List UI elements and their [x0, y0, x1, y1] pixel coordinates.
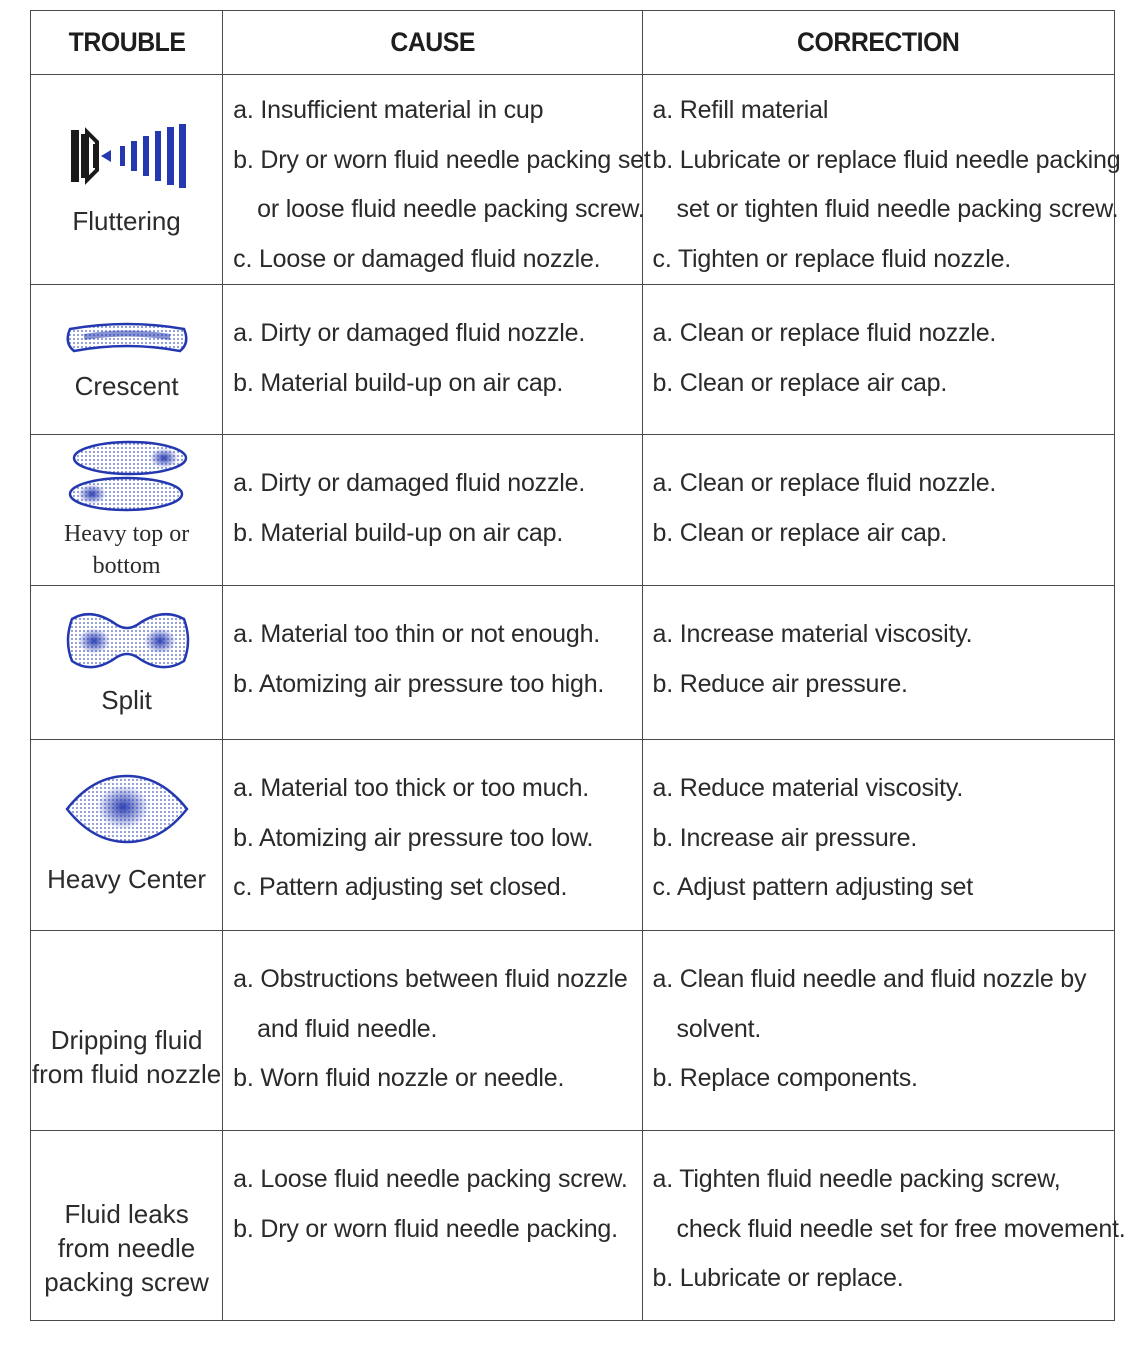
- correction-cell: [642, 740, 1114, 931]
- correction-line: set or tighten fluid needle packing screw.: [676, 195, 1119, 223]
- correction-cell: [642, 586, 1114, 740]
- cause-line: b. Worn fluid nozzle or needle.: [233, 1064, 565, 1092]
- correction-line: b. Lubricate or replace fluid needle packing: [652, 145, 1121, 174]
- trouble-label: Heavy top or: [63, 521, 190, 547]
- cause-line: a. Dirty or damaged fluid nozzle.: [233, 469, 586, 497]
- cause-line: b. Material build-up on air cap.: [233, 518, 564, 547]
- correction-cell: [642, 1131, 1126, 1321]
- cause-line: b. Atomizing air pressure too low.: [233, 823, 594, 852]
- trouble-label: Heavy Center: [47, 864, 207, 894]
- correction-line: a. Refill material: [652, 96, 829, 124]
- table-row: [31, 586, 1115, 740]
- trouble-cell: [31, 435, 223, 586]
- troubleshooting-table: [30, 10, 1126, 1321]
- correction-line: b. Increase air pressure.: [652, 823, 918, 852]
- correction-line: c. Adjust pattern adjusting set: [652, 873, 973, 901]
- cause-cell: [223, 740, 642, 931]
- correction-line: b. Replace components.: [652, 1064, 918, 1092]
- cause-line: or loose fluid needle packing screw.: [257, 195, 645, 223]
- header-cause: CAUSE: [239, 11, 625, 75]
- cause-line: b. Atomizing air pressure too high.: [233, 669, 605, 698]
- correction-line: check fluid needle set for free movement.: [676, 1214, 1126, 1243]
- correction-line: b. Lubricate or replace.: [652, 1264, 904, 1292]
- table-header-row: [31, 11, 1115, 75]
- correction-cell: [642, 435, 1114, 586]
- table-row: [31, 931, 1115, 1131]
- cause-cell: [223, 586, 642, 740]
- table-row: [31, 435, 1115, 586]
- trouble-cell: [31, 1131, 223, 1321]
- table-row: [31, 75, 1115, 285]
- cause-line: a. Insufficient material in cup: [233, 96, 544, 124]
- trouble-cell: [31, 75, 223, 285]
- correction-line: a. Clean or replace fluid nozzle.: [652, 469, 997, 497]
- correction-line: a. Clean or replace fluid nozzle.: [652, 319, 997, 347]
- correction-cell: [642, 931, 1114, 1131]
- trouble-label: Crescent: [74, 370, 179, 401]
- trouble-label: from fluid nozzle: [31, 1058, 222, 1089]
- correction-cell: [642, 285, 1114, 435]
- trouble-label: packing screw: [44, 1267, 209, 1297]
- cause-line: c. Loose or damaged fluid nozzle.: [233, 244, 601, 273]
- correction-line: b. Clean or replace air cap.: [652, 368, 948, 397]
- heavy-top-bottom-pattern-icon: [64, 438, 190, 516]
- cause-line: and fluid needle.: [257, 1014, 438, 1043]
- cause-line: c. Pattern adjusting set closed.: [233, 873, 568, 901]
- cause-line: b. Dry or worn fluid needle packing.: [233, 1214, 618, 1243]
- table-row: [31, 1131, 1115, 1321]
- correction-line: solvent.: [676, 1014, 762, 1043]
- correction-line: b. Reduce air pressure.: [652, 669, 908, 698]
- correction-line: c. Tighten or replace fluid nozzle.: [652, 244, 1012, 273]
- table-row: [31, 285, 1115, 435]
- cause-cell: [223, 285, 642, 435]
- cause-line: a. Material too thick or too much.: [233, 774, 590, 802]
- cause-cell: [223, 1131, 642, 1321]
- trouble-label: bottom: [92, 553, 161, 579]
- cause-cell: [223, 75, 651, 285]
- split-pattern-icon: [62, 609, 192, 673]
- trouble-label: Fluttering: [72, 205, 181, 236]
- cause-cell: [223, 931, 642, 1131]
- trouble-label: Dripping fluid: [50, 1024, 203, 1055]
- trouble-label: Fluid leaks: [64, 1199, 189, 1229]
- trouble-cell: [31, 285, 223, 435]
- cause-line: a. Obstructions between fluid nozzle: [233, 965, 628, 993]
- cause-line: a. Loose fluid needle packing screw.: [233, 1165, 628, 1193]
- cause-line: b. Dry or worn fluid needle packing set: [233, 145, 651, 174]
- fluttering-spray-icon: [65, 122, 189, 192]
- heavy-center-pattern-icon: [63, 774, 191, 844]
- correction-cell: [642, 75, 1121, 285]
- correction-line: a. Tighten fluid needle packing screw,: [652, 1165, 1061, 1193]
- correction-line: b. Clean or replace air cap.: [652, 518, 948, 547]
- cause-line: a. Dirty or damaged fluid nozzle.: [233, 319, 586, 347]
- crescent-pattern-icon: [64, 317, 190, 359]
- trouble-cell: [31, 586, 223, 740]
- cause-line: a. Material too thin or not enough.: [233, 620, 601, 648]
- table-row: [31, 740, 1115, 931]
- trouble-label: from needle: [57, 1233, 196, 1263]
- cause-cell: [223, 435, 642, 586]
- correction-line: a. Reduce material viscosity.: [652, 774, 964, 802]
- trouble-cell: [31, 931, 223, 1131]
- trouble-cell: [31, 740, 223, 931]
- header-correction: CORRECTION: [661, 11, 1096, 75]
- correction-line: a. Clean fluid needle and fluid nozzle by: [652, 965, 1087, 993]
- cause-line: b. Material build-up on air cap.: [233, 368, 564, 397]
- trouble-label: Split: [101, 684, 152, 715]
- correction-line: a. Increase material viscosity.: [652, 620, 973, 648]
- header-trouble: TROUBLE: [38, 11, 215, 75]
